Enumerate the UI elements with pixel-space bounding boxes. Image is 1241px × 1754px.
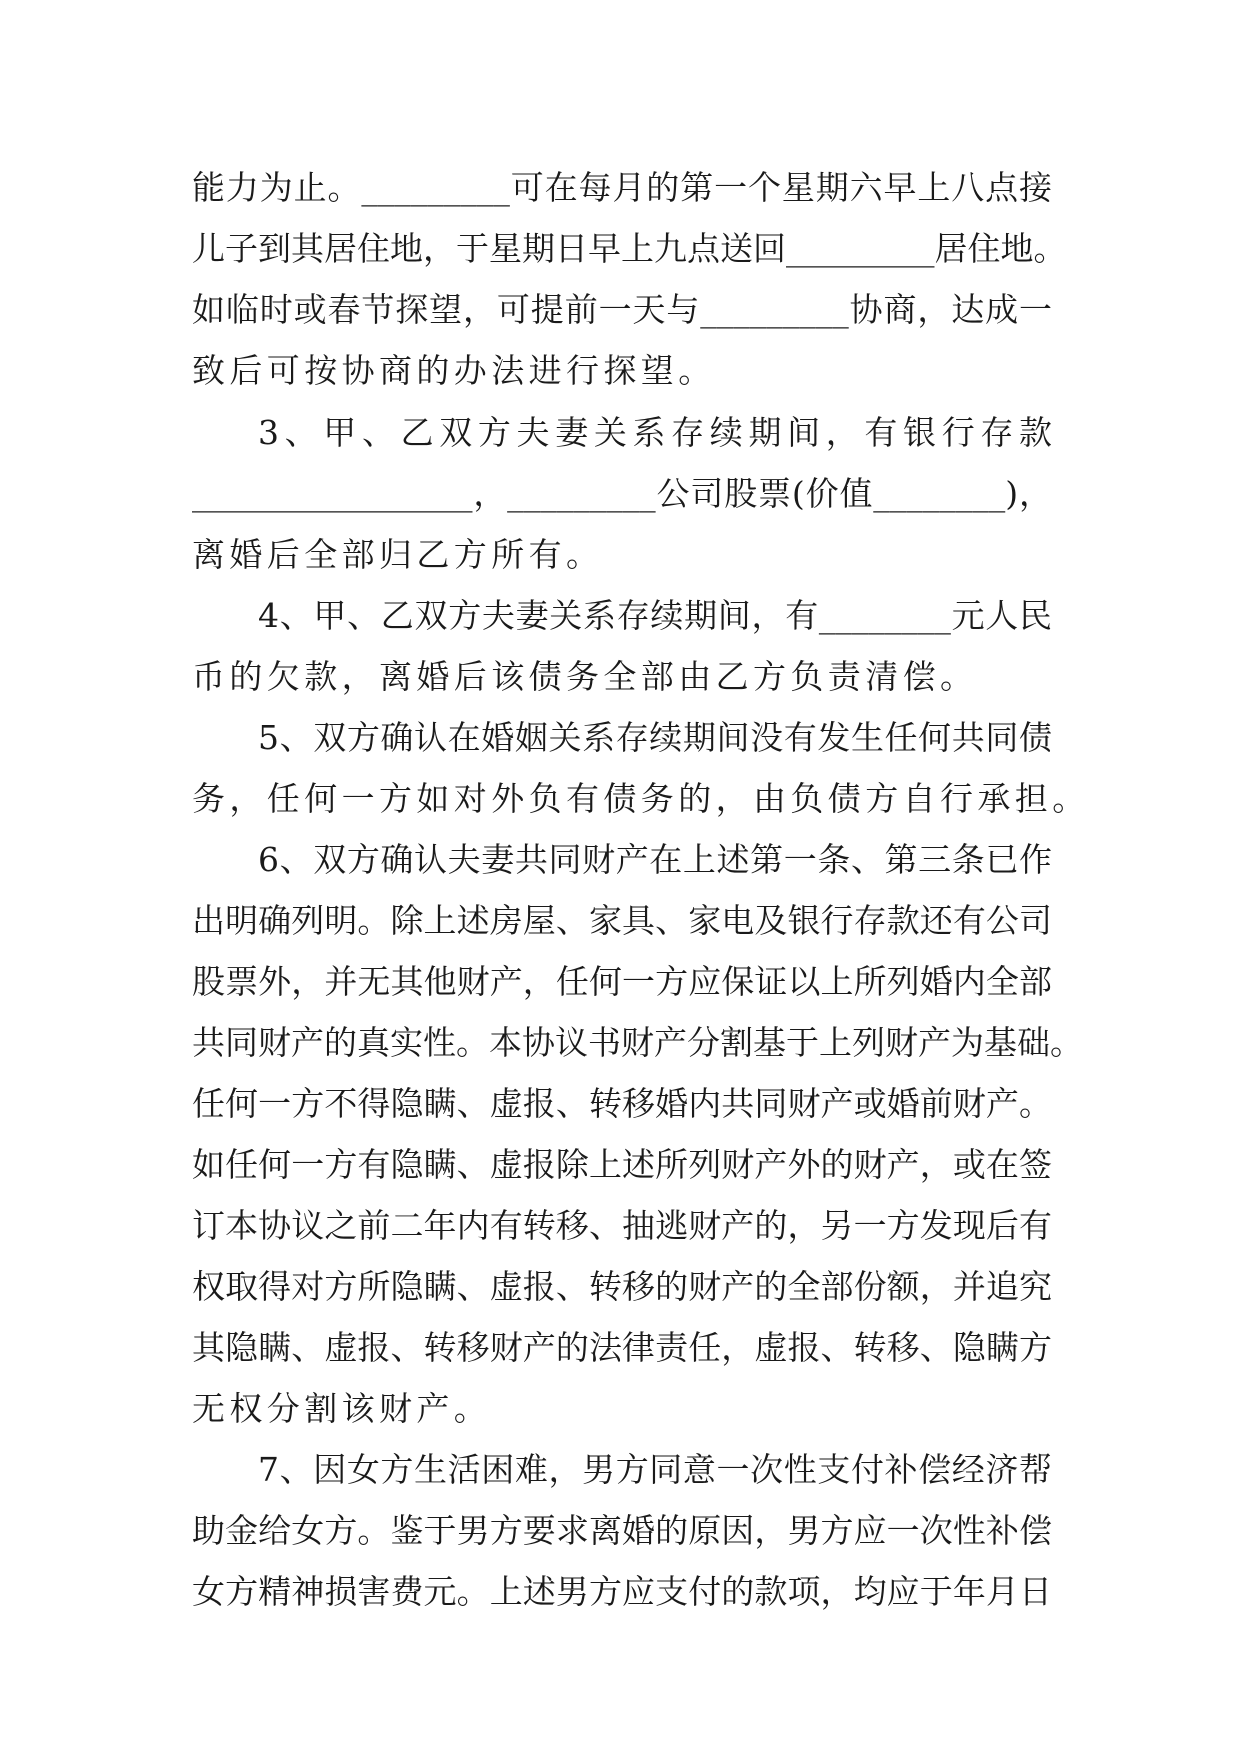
paragraph-6-line: 6、双方确认夫妻共同财产在上述第一条、第三条已作 xyxy=(258,840,1052,879)
text-line: 任何一方不得隐瞒、虚报、转移婚内共同财产或婚前财产。 xyxy=(192,1084,1052,1123)
text-line: 离婚后全部归乙方所有。 xyxy=(192,535,604,574)
text-line: 如任何一方有隐瞒、虚报除上述所列财产外的财产，或在签 xyxy=(192,1145,1052,1184)
text-line: 如临时或春节探望，可提前一天与_________协商，达成一 xyxy=(192,290,1052,329)
text-line: 无权分割该财产。 xyxy=(192,1389,492,1428)
paragraph-3-line: 3、甲、乙双方夫妻关系存续期间，有银行存款 xyxy=(258,413,1052,452)
text-line: 订本协议之前二年内有转移、抽逃财产的，另一方发现后有 xyxy=(192,1206,1052,1245)
text-line: 其隐瞒、虚报、转移财产的法律责任，虚报、转移、隐瞒方 xyxy=(192,1328,1052,1367)
text-line: _________________，_________公司股票(价值________)， xyxy=(192,474,1052,513)
paragraph-7-line: 7、因女方生活困难，男方同意一次性支付补偿经济帮 xyxy=(258,1450,1052,1489)
text-line: 致后可按协商的办法进行探望。 xyxy=(192,351,716,390)
text-line: 股票外，并无其他财产，任何一方应保证以上所列婚内全部 xyxy=(192,962,1052,1001)
text-line: 出明确列明。除上述房屋、家具、家电及银行存款还有公司 xyxy=(192,901,1052,940)
text-line: 儿子到其居住地，于星期日早上九点送回_________居住地。 xyxy=(192,229,1067,268)
text-line: 务，任何一方如对外负有债务的，由负债方自行承担。 xyxy=(192,779,1090,818)
paragraph-5-line: 5、双方确认在婚姻关系存续期间没有发生任何共同债 xyxy=(258,718,1052,757)
text-line: 女方精神损害费元。上述男方应支付的款项，均应于年月日 xyxy=(192,1572,1052,1611)
text-line: 币的欠款，离婚后该债务全部由乙方负责清偿。 xyxy=(192,657,978,696)
text-line: 能力为止。_________可在每月的第一个星期六早上八点接 xyxy=(192,168,1052,207)
text-line: 助金给女方。鉴于男方要求离婚的原因，男方应一次性补偿 xyxy=(192,1511,1052,1550)
paragraph-4-line: 4、甲、乙双方夫妻关系存续期间，有________元人民 xyxy=(258,596,1052,635)
text-line: 权取得对方所隐瞒、虚报、转移的财产的全部份额，并追究 xyxy=(192,1267,1052,1306)
text-line: 共同财产的真实性。本协议书财产分割基于上列财产为基础。 xyxy=(192,1023,1083,1062)
